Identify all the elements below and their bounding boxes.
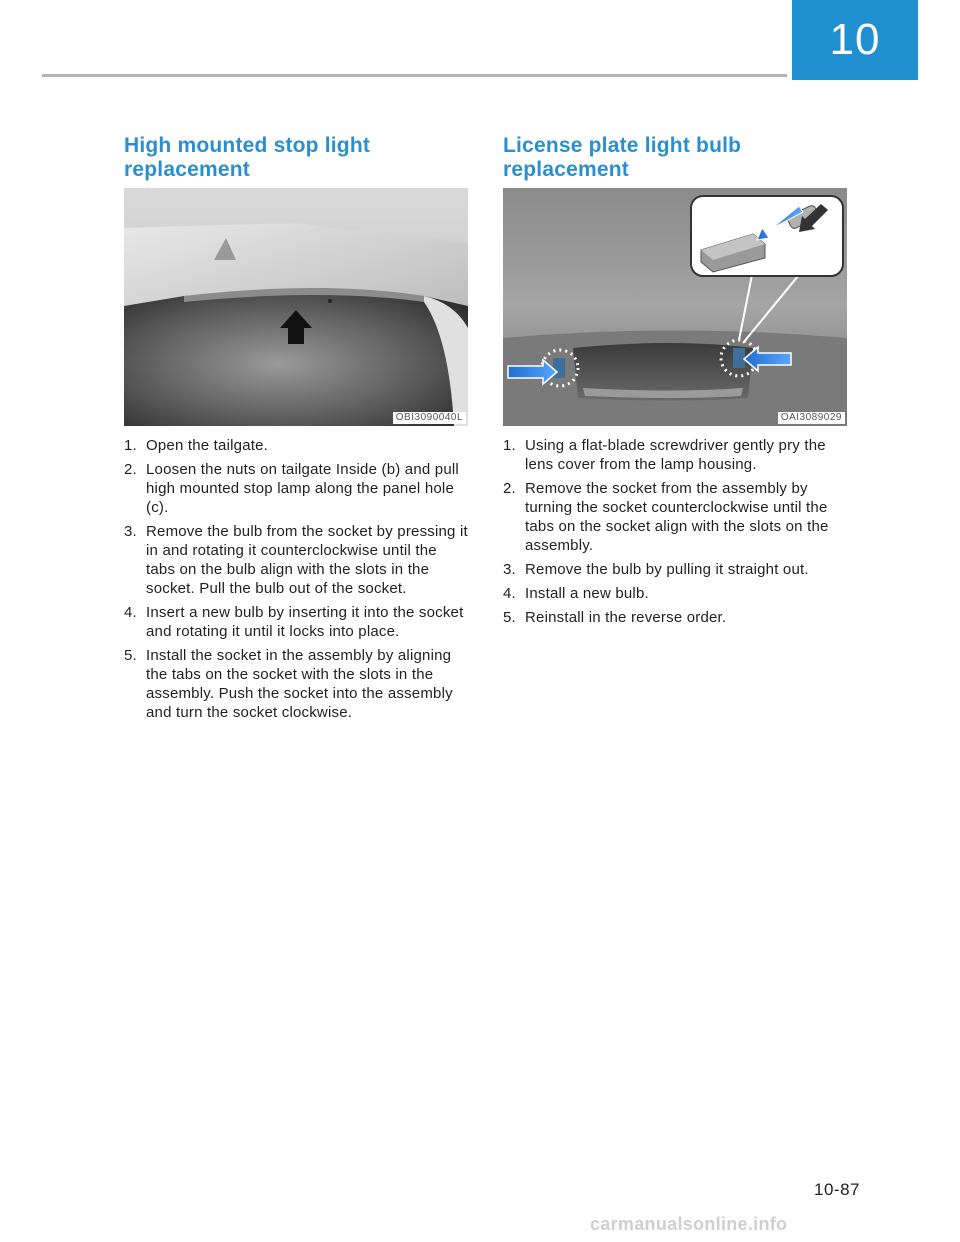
step-item: 4. Install a new bulb. (503, 585, 649, 602)
steps-list (124, 436, 469, 722)
section-title-line1: License plate light bulb (503, 134, 742, 157)
watermark: carmanualsonline.info (590, 1214, 788, 1234)
section-title-line2: replacement (124, 158, 250, 181)
header-rule (42, 74, 787, 77)
chapter-number: 10 (829, 15, 881, 64)
stop-light-figure (124, 188, 468, 426)
license-light-figure (503, 188, 847, 426)
chapter-tab (792, 0, 918, 80)
step-item: 3. Remove the bulb from the socket by pressing it in and rotating it counterclockwise until the tabs on the bulb align with the slots in the socket. Pull the bulb out of the socket. (124, 523, 468, 597)
step-item: 1. Open the tailgate. (124, 437, 269, 454)
section-high-mounted-stop-light (124, 134, 469, 727)
steps-list (503, 436, 848, 627)
stop-light-illustration (124, 188, 468, 426)
step-item: 2. Remove the socket from the assembly by turning the socket counterclockwise until the tabs on the socket align with the slots on the assembly. (503, 480, 829, 554)
step-item: 1. Using a flat-blade screwdriver gently pry the lens cover from the lamp housing. (503, 437, 826, 473)
section-title (503, 134, 848, 182)
step-item: 4. Insert a new bulb by inserting it into the socket and rotating it until it locks into place. (124, 604, 464, 640)
section-license-plate-light (503, 134, 848, 632)
step-item: 5. Install the socket in the assembly by aligning the tabs on the socket with the slots in the assembly. Push the socket into the assembly and turn the socket clockwise. (124, 647, 453, 721)
step-item: 2. Loosen the nuts on tailgate Inside (b) and pull high mounted stop lamp along the panel hole (c). (124, 461, 459, 516)
page-number: 10-87 (814, 1180, 860, 1199)
step-item: 5. Reinstall in the reverse order. (503, 609, 727, 626)
section-title-line1: High mounted stop light (124, 134, 371, 157)
section-title (124, 134, 469, 182)
section-title-line2: replacement (503, 158, 629, 181)
figure-code: OAI3089029 (778, 412, 845, 424)
figure-code: OBI3090040L (393, 412, 466, 424)
license-light-illustration (503, 188, 847, 426)
step-item: 3. Remove the bulb by pulling it straight out. (503, 561, 809, 578)
